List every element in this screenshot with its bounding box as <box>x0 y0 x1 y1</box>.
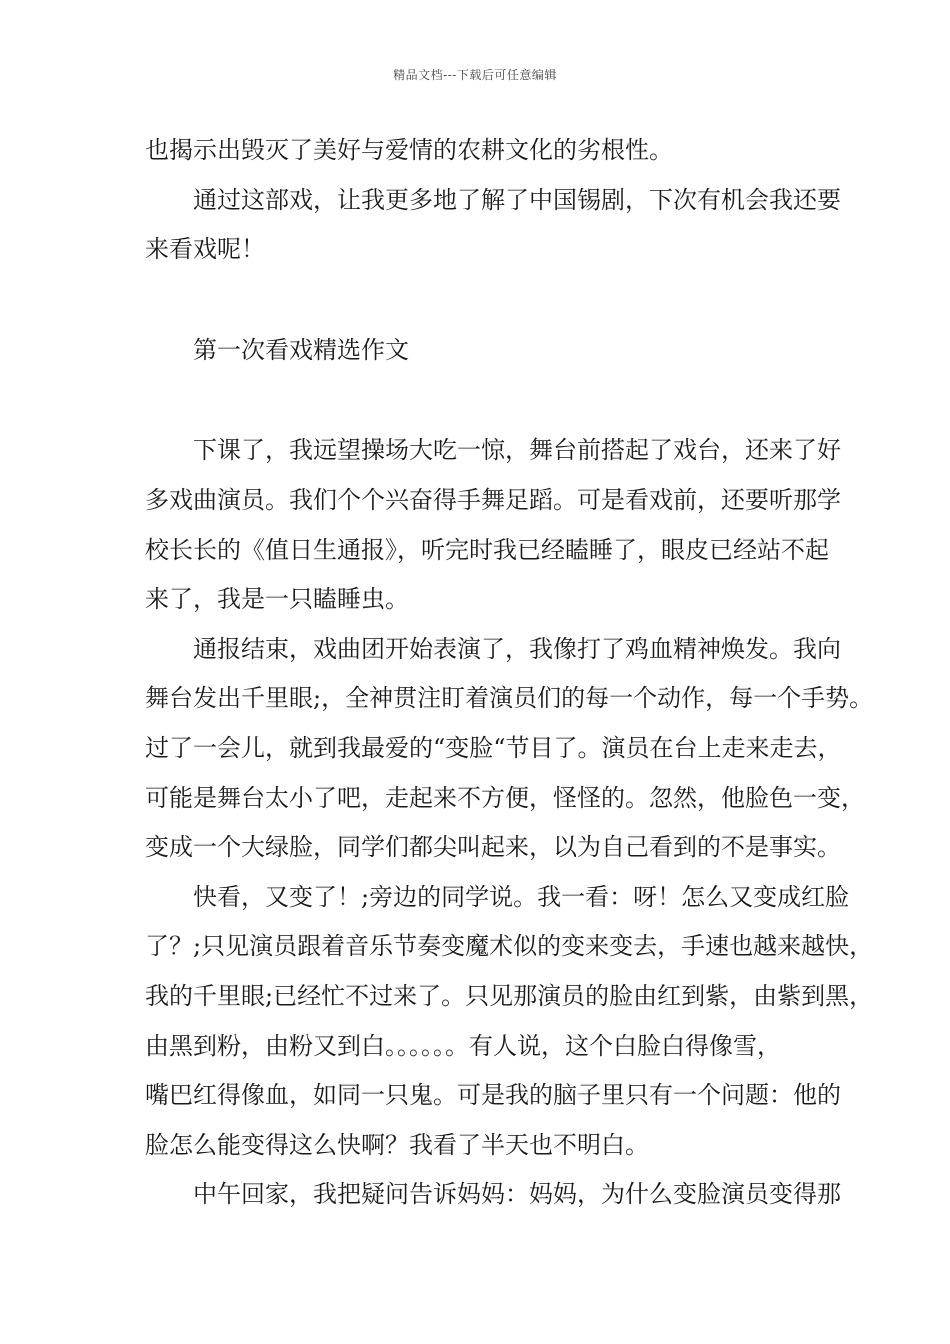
text-line: 嘴巴红得像血，如同一只鬼。可是我的脑子里只有一个问题：他的 <box>145 1081 841 1110</box>
text-line: 了？;只见演员跟着音乐节奏变魔术似的变来变去，手速也越来越快， <box>145 932 874 961</box>
paragraph-intro <box>145 426 841 624</box>
text-line: 我的千里眼;已经忙不过来了。只见那演员的脸由红到紫，由紫到黑， <box>145 981 874 1010</box>
text-line: 通过这部戏，让我更多地了解了中国锡剧，下次有机会我还要 <box>193 185 841 214</box>
text-line: 可能是舞台太小了吧，走起来不方便，怪怪的。忽然，他脸色一变， <box>145 783 865 812</box>
text-line: 来了，我是一只瞌睡虫。 <box>145 585 409 614</box>
paragraph-conclusion-end <box>145 126 825 176</box>
text-line: 由黑到粉，由粉又到白。。。。。。有人说，这个白脸白得像雪， <box>145 1031 781 1060</box>
text-line: 过了一会儿，就到我最爱的“变脸“节目了。演员在台上走来走去， <box>145 733 842 762</box>
page-header: 精品文档---下载后可任意编辑 <box>393 68 557 82</box>
text-line: 舞台发出千里眼;，全神贯注盯着演员们的每一个动作，每一个手势。 <box>145 684 874 713</box>
text-line: 通报结束，戏曲团开始表演了，我像打了鸡血精神焕发。我向 <box>193 634 841 663</box>
text-line: 中午回家，我把疑问告诉妈妈：妈妈，为什么变脸演员变得那 <box>193 1180 841 1209</box>
text-line: 快看，又变了！;旁边的同学说。我一看：呀！怎么又变成红脸 <box>193 882 850 911</box>
paragraph-face-change <box>145 873 874 1171</box>
essay-title <box>145 326 825 376</box>
text-line: 校长长的《值日生通报》，听完时我已经瞌睡了，眼皮已经站不起 <box>145 535 829 564</box>
paragraph-home <box>145 1170 841 1220</box>
text-line: 也揭示出毁灭了美好与爱情的农耕文化的劣根性。 <box>145 136 673 164</box>
essay-title-text: 第一次看戏精选作文 <box>193 335 409 364</box>
paragraph-performance <box>145 625 874 873</box>
paragraph-conclusion <box>145 176 841 275</box>
text-line: 脸怎么能变得这么快啊？我看了半天也不明白。 <box>145 1130 649 1159</box>
text-line: 下课了，我远望操场大吃一惊，舞台前搭起了戏台，还来了好 <box>193 436 841 465</box>
text-line: 变成一个大绿脸，同学们都尖叫起来，以为自己看到的不是事实。 <box>145 833 841 862</box>
text-line: 多戏曲演员。我们个个兴奋得手舞足蹈。可是看戏前，还要听那学 <box>145 485 841 514</box>
text-line: 来看戏呢！ <box>145 235 265 264</box>
document-body <box>145 126 874 1220</box>
